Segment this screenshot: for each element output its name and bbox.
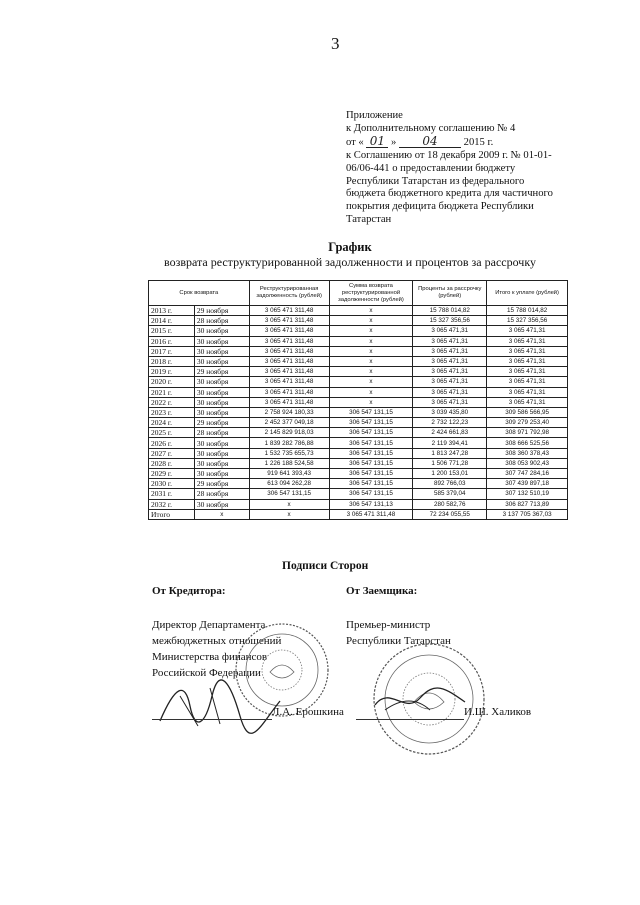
row-date: 28 ноября	[194, 489, 249, 499]
row-debt: 3 065 471 311,48	[249, 306, 329, 316]
total-repayment: 3 065 471 311,48	[329, 509, 413, 519]
row-interest: 2 732 122,23	[413, 418, 487, 428]
row-debt: 613 094 262,28	[249, 479, 329, 489]
row-debt: 2 145 829 918,03	[249, 428, 329, 438]
row-interest: 3 065 471,31	[413, 397, 487, 407]
schedule-title: График	[328, 240, 372, 254]
row-repayment: 306 547 131,15	[329, 458, 413, 468]
row-interest: 3 065 471,31	[413, 367, 487, 377]
row-interest: 1 813 247,28	[413, 448, 487, 458]
table-row	[149, 346, 568, 356]
row-debt: 1 839 282 786,88	[249, 438, 329, 448]
row-debt: 306 547 131,15	[249, 489, 329, 499]
row-year: 2018 г.	[149, 356, 195, 366]
borrower-line: Республики Татарстан	[346, 635, 451, 647]
row-repayment: 306 547 131,15	[329, 407, 413, 417]
row-date: 30 ноября	[194, 356, 249, 366]
date-mid: »	[391, 136, 397, 148]
appendix-title: Приложение	[346, 110, 403, 121]
row-total: 3 065 471,31	[487, 367, 568, 377]
row-total: 15 788 014,82	[487, 306, 568, 316]
row-total: 3 065 471,31	[487, 336, 568, 346]
row-debt: 3 065 471 311,48	[249, 316, 329, 326]
row-year: 2030 г.	[149, 479, 195, 489]
row-debt: 1 226 188 524,58	[249, 458, 329, 468]
row-repayment: х	[329, 346, 413, 356]
creditor-label: От Кредитора:	[152, 585, 226, 597]
row-repayment: 306 547 131,15	[329, 448, 413, 458]
header-debt: Реструктурированная задолженность (рублей)	[249, 281, 329, 306]
appendix-line: бюджета бюджетного кредита для частичного	[346, 188, 553, 200]
table-row	[149, 367, 568, 377]
row-debt: 3 065 471 311,48	[249, 367, 329, 377]
row-total: 309 586 566,95	[487, 407, 568, 417]
row-date: 30 ноября	[194, 377, 249, 387]
row-year: 2019 г.	[149, 367, 195, 377]
schedule-subtitle: возврата реструктурированной задолженности и процентов за рассрочку	[164, 255, 536, 269]
row-repayment: х	[329, 397, 413, 407]
row-total: 3 065 471,31	[487, 346, 568, 356]
appendix-line: 06/06-441 о предоставлении бюджету	[346, 162, 516, 174]
table-row	[149, 448, 568, 458]
table-row	[149, 469, 568, 479]
row-repayment: 306 547 131,13	[329, 499, 413, 509]
row-interest: 3 039 435,80	[413, 407, 487, 417]
creditor-line: Российской Федерации	[152, 667, 261, 679]
row-total: 307 747 284,16	[487, 469, 568, 479]
row-date: 30 ноября	[194, 336, 249, 346]
row-year: 2013 г.	[149, 306, 195, 316]
row-repayment: 306 547 131,15	[329, 489, 413, 499]
table-row	[149, 407, 568, 417]
row-repayment: 306 547 131,15	[329, 428, 413, 438]
row-year: 2015 г.	[149, 326, 195, 336]
row-date: 30 ноября	[194, 448, 249, 458]
row-interest: 15 788 014,82	[413, 306, 487, 316]
borrower-label: От Заемщика:	[346, 585, 418, 597]
row-debt: 2 758 924 180,33	[249, 407, 329, 417]
row-total: 3 065 471,31	[487, 387, 568, 397]
row-total: 3 065 471,31	[487, 397, 568, 407]
row-repayment: х	[329, 367, 413, 377]
row-total: 306 827 713,89	[487, 499, 568, 509]
creditor-name: Л.А. Ерошкина	[272, 706, 344, 718]
table-row	[149, 458, 568, 468]
table-row	[149, 428, 568, 438]
row-debt: 3 065 471 311,48	[249, 397, 329, 407]
table-row	[149, 306, 568, 316]
row-year: 2031 г.	[149, 489, 195, 499]
row-total: 3 065 471,31	[487, 326, 568, 336]
row-date: 29 ноября	[194, 367, 249, 377]
table-row	[149, 397, 568, 407]
row-repayment: 306 547 131,15	[329, 438, 413, 448]
row-repayment: х	[329, 356, 413, 366]
row-debt: 3 065 471 311,48	[249, 336, 329, 346]
creditor-line: Директор Департамента	[152, 619, 266, 631]
borrower-block	[346, 583, 586, 649]
row-interest: 892 766,03	[413, 479, 487, 489]
row-total: 307 439 897,18	[487, 479, 568, 489]
row-total: 308 971 792,98	[487, 428, 568, 438]
date-day: 01	[366, 136, 388, 148]
borrower-line: Премьер-министр	[346, 619, 431, 631]
row-repayment: х	[329, 387, 413, 397]
appendix-line: к Соглашению от 18 декабря 2009 г. № 01-01-	[346, 149, 552, 161]
row-date: 30 ноября	[194, 407, 249, 417]
row-date: 30 ноября	[194, 387, 249, 397]
row-interest: 15 327 356,56	[413, 316, 487, 326]
appendix-line: покрытия дефицита бюджета Республики	[346, 201, 534, 213]
row-repayment: 306 547 131,15	[329, 418, 413, 428]
row-year: 2022 г.	[149, 397, 195, 407]
table-body	[149, 306, 568, 510]
table-row	[149, 387, 568, 397]
appendix-line: Татарстан	[346, 214, 392, 226]
row-year: 2020 г.	[149, 377, 195, 387]
row-total: 3 065 471,31	[487, 356, 568, 366]
row-total: 308 360 378,43	[487, 448, 568, 458]
borrower-signature-line	[356, 719, 464, 720]
repayment-schedule-table	[148, 280, 568, 520]
table-row	[149, 418, 568, 428]
date-prefix: от «	[346, 136, 364, 148]
signatures-heading: Подписи Сторон	[282, 560, 369, 572]
row-interest: 3 065 471,31	[413, 356, 487, 366]
row-debt: 3 065 471 311,48	[249, 387, 329, 397]
appendix-line: Республики Татарстан из федерального	[346, 175, 525, 187]
row-year: 2017 г.	[149, 346, 195, 356]
row-year: 2029 г.	[149, 469, 195, 479]
row-repayment: х	[329, 336, 413, 346]
table-header-row	[149, 281, 568, 306]
row-date: 30 ноября	[194, 458, 249, 468]
row-year: 2025 г.	[149, 428, 195, 438]
row-repayment: х	[329, 377, 413, 387]
row-year: 2024 г.	[149, 418, 195, 428]
row-year: 2023 г.	[149, 407, 195, 417]
page-number: 3	[331, 34, 340, 53]
borrower-name: И.Ш. Халиков	[464, 706, 532, 718]
row-debt: 919 641 393,43	[249, 469, 329, 479]
row-date: 30 ноября	[194, 438, 249, 448]
row-total: 309 279 253,40	[487, 418, 568, 428]
row-date: 30 ноября	[194, 326, 249, 336]
row-year: 2027 г.	[149, 448, 195, 458]
row-interest: 585 379,04	[413, 489, 487, 499]
table-row	[149, 377, 568, 387]
row-year: 2014 г.	[149, 316, 195, 326]
row-debt: 3 065 471 311,48	[249, 377, 329, 387]
row-date: 28 ноября	[194, 428, 249, 438]
row-interest: 280 582,76	[413, 499, 487, 509]
row-date: 28 ноября	[194, 316, 249, 326]
row-repayment: х	[329, 316, 413, 326]
creditor-signature-line	[152, 719, 272, 720]
table-row	[149, 438, 568, 448]
row-repayment: х	[329, 326, 413, 336]
row-debt: 1 532 735 655,73	[249, 448, 329, 458]
total-date: х	[194, 509, 249, 519]
table-row	[149, 356, 568, 366]
row-total: 3 065 471,31	[487, 377, 568, 387]
borrower-signature-icon	[370, 680, 470, 720]
table-row	[149, 489, 568, 499]
row-debt: 3 065 471 311,48	[249, 356, 329, 366]
row-date: 30 ноября	[194, 346, 249, 356]
table-row	[149, 479, 568, 489]
appendix-block	[346, 110, 616, 227]
row-date: 29 ноября	[194, 306, 249, 316]
header-total: Итого к уплате (рублей)	[487, 281, 568, 306]
row-date: 29 ноября	[194, 479, 249, 489]
row-date: 30 ноября	[194, 499, 249, 509]
row-repayment: 306 547 131,15	[329, 469, 413, 479]
header-repayment: Сумма возврата реструктурированной задолженности (рублей)	[329, 281, 413, 306]
row-date: 29 ноября	[194, 418, 249, 428]
appendix-line-agreement: к Дополнительному соглашению № 4	[346, 122, 516, 134]
row-year: 2021 г.	[149, 387, 195, 397]
row-date: 30 ноября	[194, 469, 249, 479]
row-debt: х	[249, 499, 329, 509]
row-year: 2016 г.	[149, 336, 195, 346]
header-interest: Проценты за рассрочку (рублей)	[413, 281, 487, 306]
row-total: 308 666 525,56	[487, 438, 568, 448]
row-interest: 3 065 471,31	[413, 326, 487, 336]
date-year: 2015 г.	[463, 136, 494, 148]
creditor-line: межбюджетных отношений	[152, 635, 282, 647]
table-row	[149, 499, 568, 509]
table-row	[149, 326, 568, 336]
row-interest: 3 065 471,31	[413, 387, 487, 397]
row-total: 15 327 356,56	[487, 316, 568, 326]
row-debt: 3 065 471 311,48	[249, 326, 329, 336]
header-term: Срок возврата	[149, 281, 250, 306]
date-month: 04	[399, 136, 461, 148]
row-interest: 3 065 471,31	[413, 377, 487, 387]
total-sum: 3 137 705 367,03	[487, 509, 568, 519]
row-repayment: х	[329, 306, 413, 316]
row-year: 2028 г.	[149, 458, 195, 468]
row-interest: 1 200 153,01	[413, 469, 487, 479]
table-total-row	[149, 509, 568, 519]
row-interest: 1 506 771,28	[413, 458, 487, 468]
table-row	[149, 336, 568, 346]
row-interest: 3 065 471,31	[413, 346, 487, 356]
row-total: 307 132 510,19	[487, 489, 568, 499]
row-interest: 3 065 471,31	[413, 336, 487, 346]
row-debt: 3 065 471 311,48	[249, 346, 329, 356]
row-debt: 2 452 377 049,18	[249, 418, 329, 428]
total-label: Итого	[149, 509, 195, 519]
appendix-date-line	[346, 133, 616, 150]
creditor-line: Министерства финансов	[152, 651, 268, 663]
total-interest: 72 234 055,55	[413, 509, 487, 519]
row-interest: 2 119 394,41	[413, 438, 487, 448]
row-interest: 2 424 661,83	[413, 428, 487, 438]
table-row	[149, 316, 568, 326]
row-repayment: 306 547 131,15	[329, 479, 413, 489]
row-year: 2032 г.	[149, 499, 195, 509]
total-debt: х	[249, 509, 329, 519]
row-year: 2026 г.	[149, 438, 195, 448]
row-total: 308 053 902,43	[487, 458, 568, 468]
row-date: 30 ноября	[194, 397, 249, 407]
